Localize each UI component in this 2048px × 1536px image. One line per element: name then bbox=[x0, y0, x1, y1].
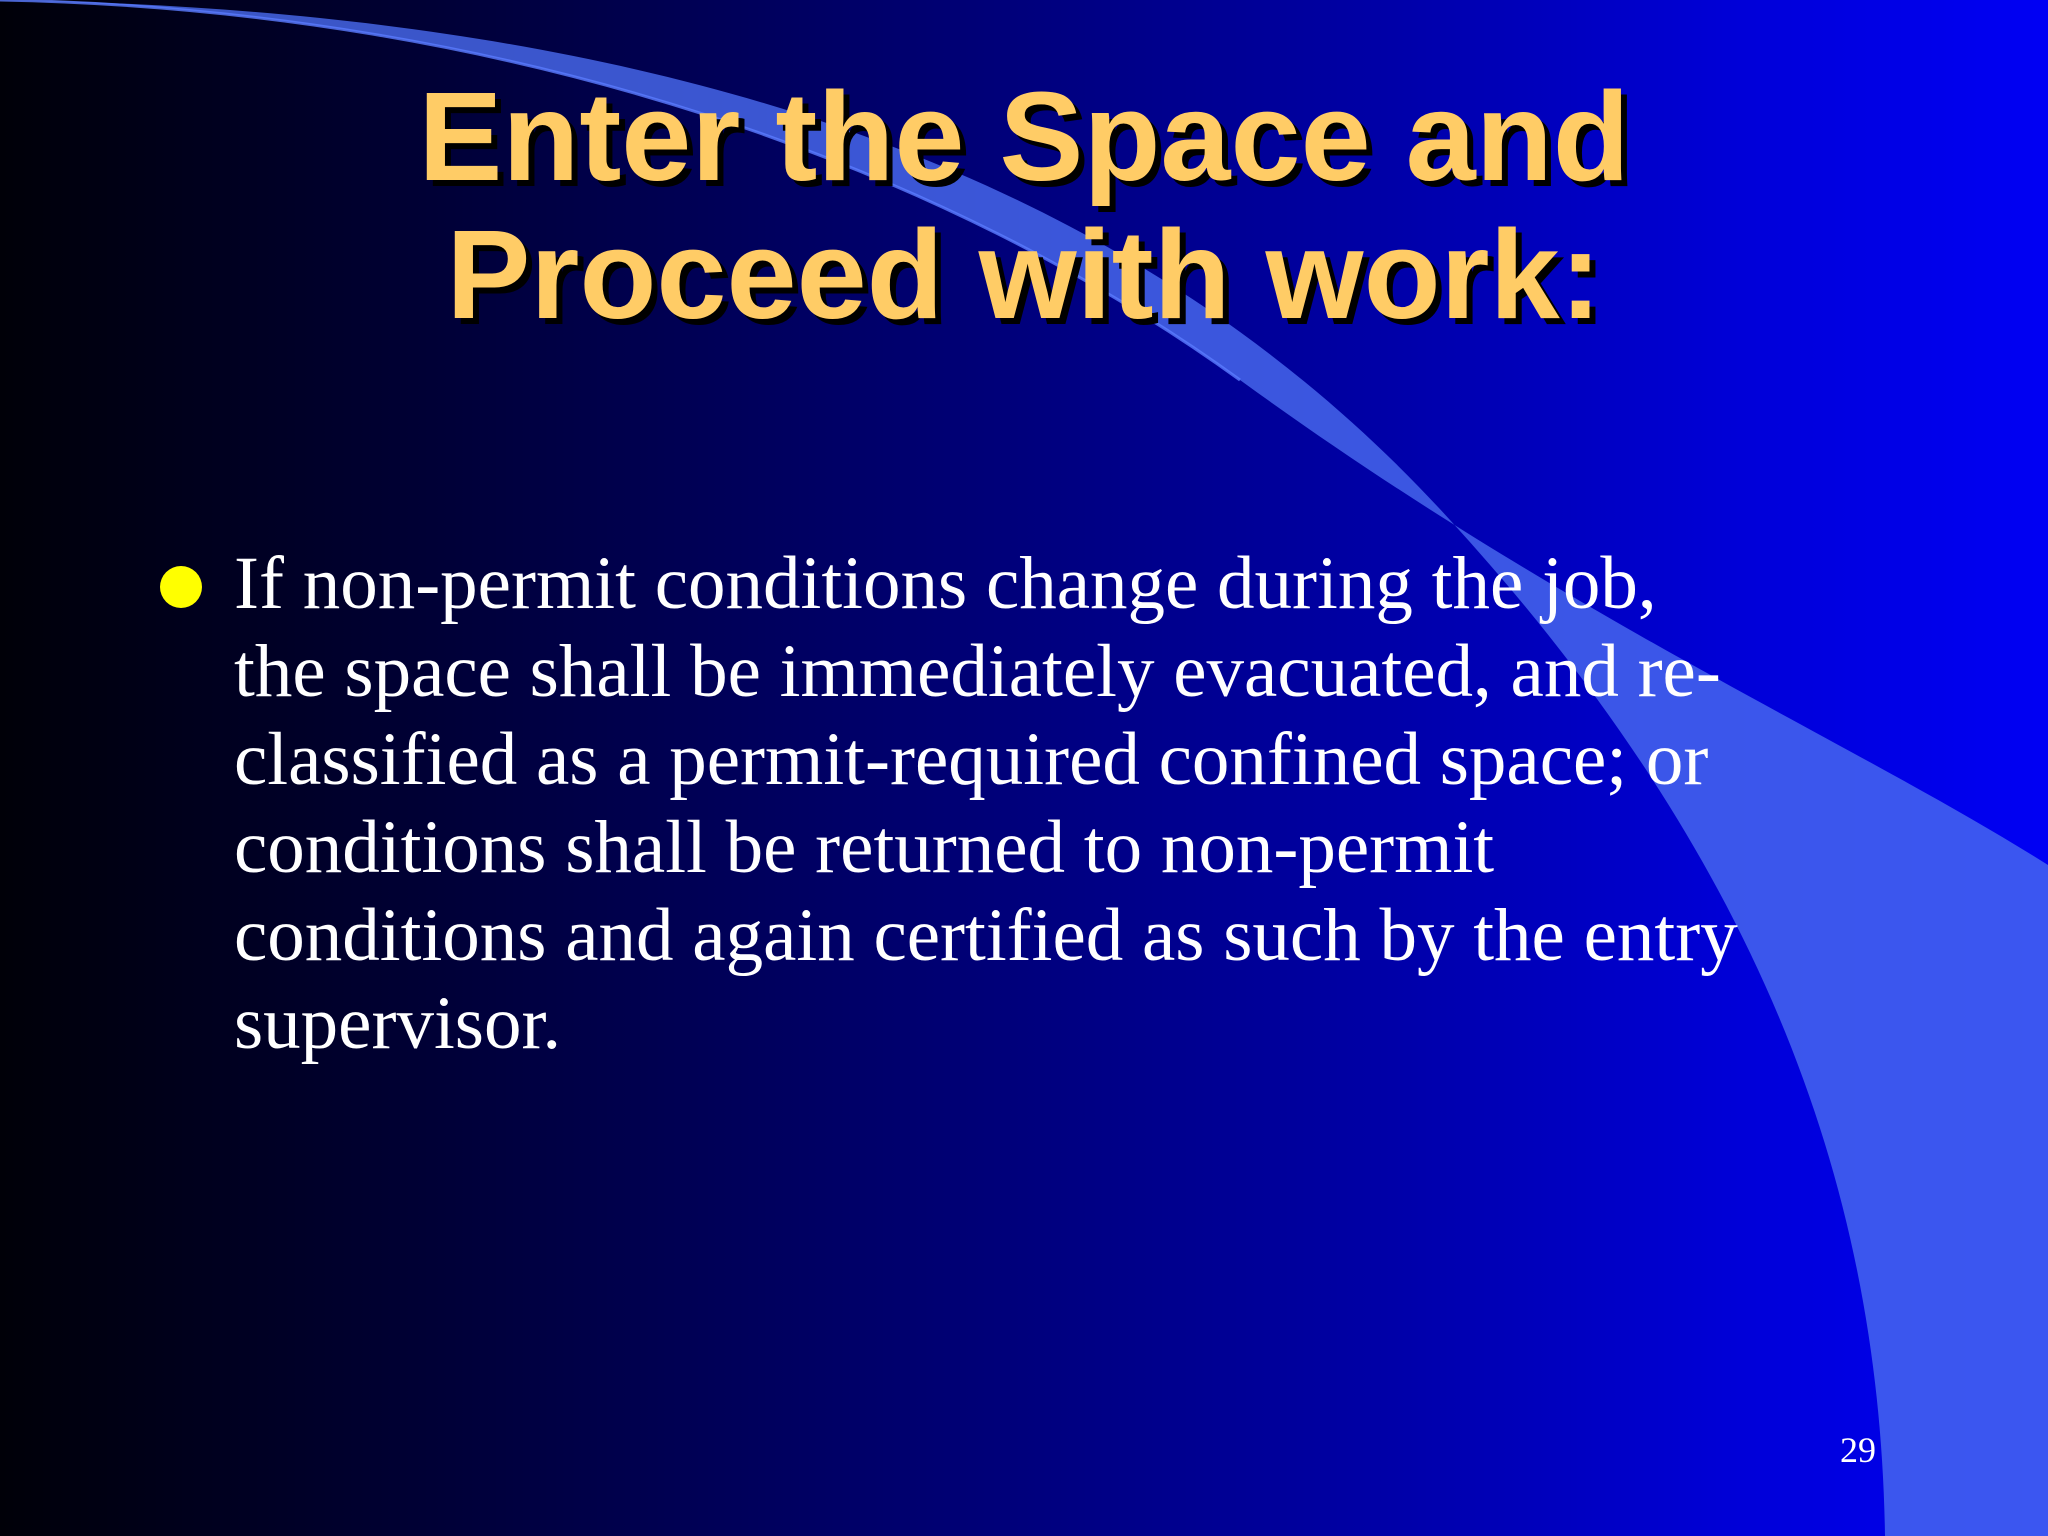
bullet-item-text bbox=[234, 540, 1854, 1068]
slide-title bbox=[224, 68, 1824, 344]
yellow-dot-icon bbox=[160, 566, 202, 608]
slide-title-line: Proceed with work: bbox=[446, 204, 1602, 345]
bullet-line: the space shall be immediately evacuated, and re- bbox=[234, 630, 1721, 713]
bullet-line: classified as a permit-required confined space; or bbox=[234, 718, 1709, 801]
page-number: 29 bbox=[1840, 1430, 1876, 1470]
bullet-line: supervisor. bbox=[234, 982, 562, 1065]
bullet-line: conditions shall be returned to non-permit bbox=[234, 806, 1495, 889]
slide-title-line: Enter the Space and bbox=[418, 66, 1630, 207]
bullet-line: conditions and again certified as such by the entry bbox=[234, 894, 1738, 977]
bullet-line: If non-permit conditions change during the job, bbox=[234, 542, 1657, 625]
